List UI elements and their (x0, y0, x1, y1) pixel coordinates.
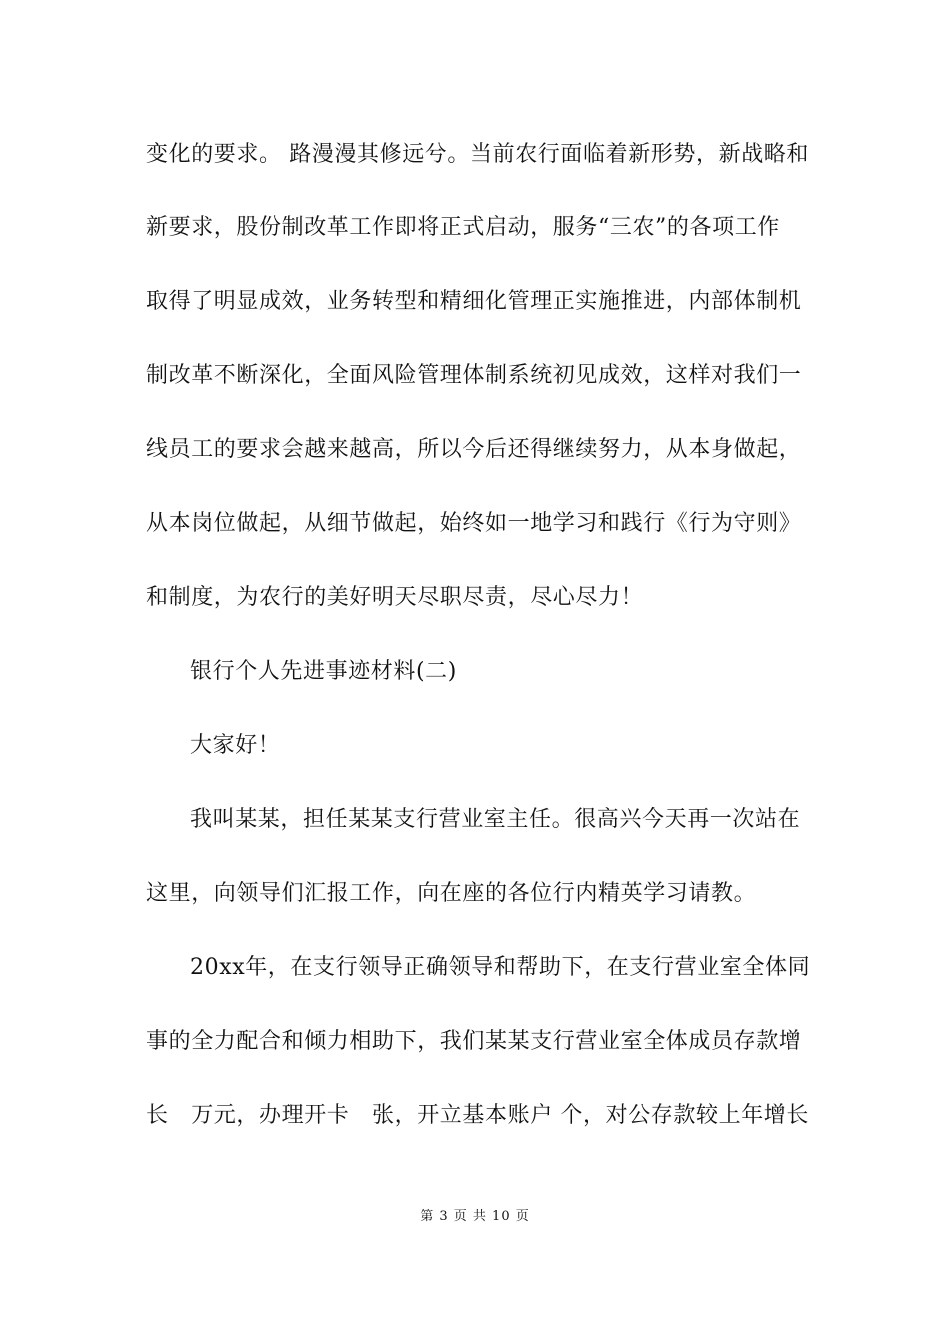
paragraph-line: 变化的要求。 路漫漫其修远兮。当前农行面临着新形势，新战略和 (146, 142, 809, 167)
paragraph-line: 事的全力配合和倾力相助下，我们某某支行营业室全体成员存款增 (146, 1029, 802, 1054)
page-number: 第 3 页 共 10 页 (420, 1209, 530, 1224)
paragraph-line: 从本岗位做起，从细节做起，始终如一地学习和践行《行为守则》 (146, 511, 802, 536)
paragraph-line: 制改革不断深化，全面风险管理体制系统初见成效，这样对我们一 (146, 363, 802, 388)
paragraph-line: 我叫某某，担任某某支行营业室主任。很高兴今天再一次站在 (190, 807, 801, 832)
greeting-line: 大家好！ (190, 733, 281, 758)
paragraph-line: 20xx年，在支行领导正确领导和帮助下，在支行营业室全体同 (190, 955, 811, 980)
paragraph-line: 取得了明显成效，业务转型和精细化管理正实施推进，内部体制机 (146, 289, 802, 314)
paragraph-line: 长 万元，办理开卡 张，开立基本账户 个，对公存款较上年增长 (146, 1103, 809, 1128)
paragraph-line: 这里，向领导们汇报工作，向在座的各位行内精英学习请教。 (146, 881, 757, 906)
paragraph-line: 新要求，股份制改革工作即将正式启动，服务“三农”的各项工作 (146, 215, 780, 240)
paragraph-line: 和制度，为农行的美好明天尽职尽责，尽心尽力！ (146, 585, 644, 610)
paragraph-line: 线员工的要求会越来越高，所以今后还得继续努力，从本身做起， (146, 437, 802, 462)
section-heading: 银行个人先进事迹材料(二) (190, 659, 457, 684)
